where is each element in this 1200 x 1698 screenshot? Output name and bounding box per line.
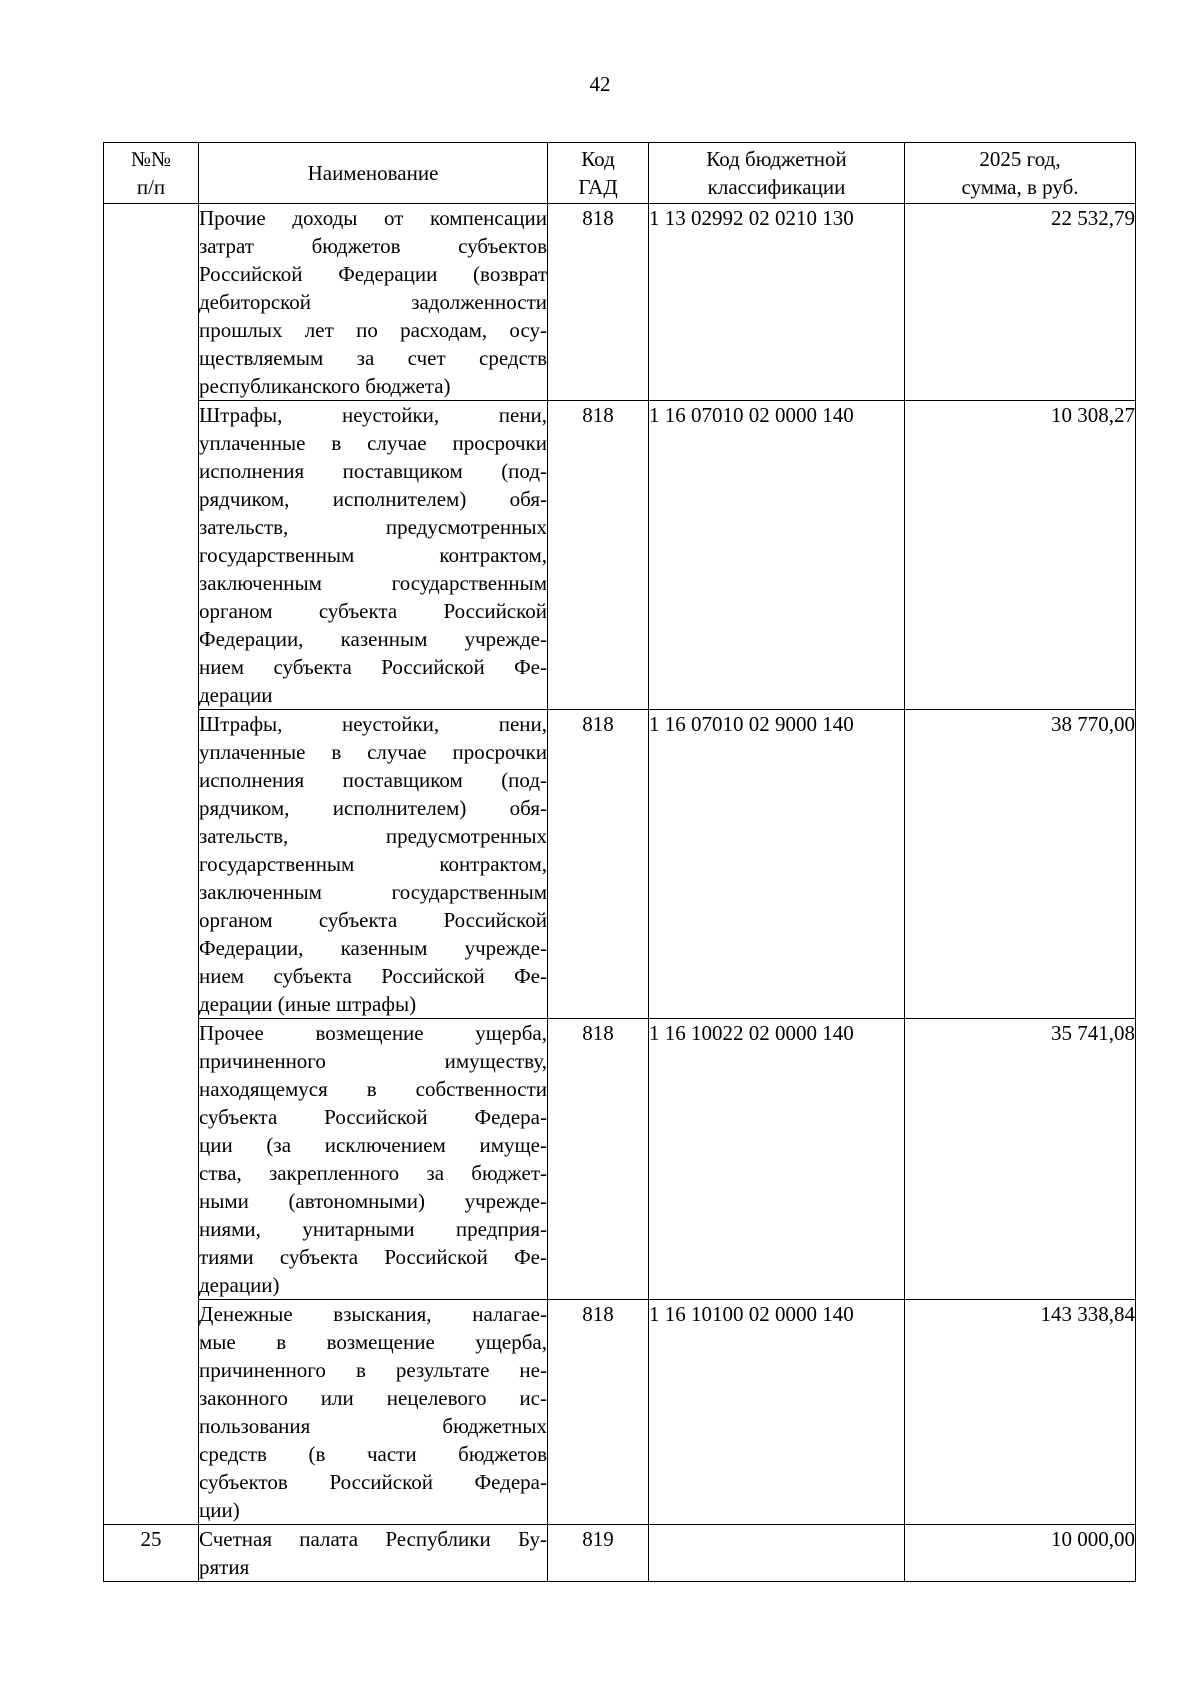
row-gad-cell: 818 bbox=[548, 710, 649, 1019]
row-name-line: ниями, унитарными предприя- bbox=[199, 1217, 547, 1241]
row-kbk-cell: 1 16 10022 02 0000 140 bbox=[649, 1019, 905, 1300]
row-name-line: уплаченные в случае просрочки bbox=[199, 740, 547, 764]
table-row bbox=[104, 1300, 1136, 1525]
row-kbk-cell bbox=[649, 1525, 905, 1582]
row-name-line: органом субъекта Российской bbox=[199, 599, 547, 623]
row-name-cell bbox=[199, 204, 548, 401]
row-name-line: дерации (иные штрафы) bbox=[199, 992, 417, 1016]
row-name-line: Прочие доходы от компенсации bbox=[199, 206, 547, 230]
row-name-line: ции) bbox=[199, 1498, 240, 1522]
row-name-line: субъектов Российской Федера- bbox=[199, 1470, 547, 1494]
row-name-line: Денежные взыскания, налагае- bbox=[199, 1302, 547, 1326]
row-name-line: нием субъекта Российской Фе- bbox=[199, 964, 547, 988]
row-sum-cell: 38 770,00 bbox=[905, 710, 1136, 1019]
row-name-line: уплаченные в случае просрочки bbox=[199, 431, 547, 455]
row-name-line: Прочее возмещение ущерба, bbox=[199, 1021, 547, 1045]
row-name-line: государственным контрактом, bbox=[199, 543, 547, 567]
row-name-line: ществляемым за счет средств bbox=[199, 346, 547, 370]
row-name-line: исполнения поставщиком (под- bbox=[199, 459, 547, 483]
row-name-line: дебиторской задолженности bbox=[199, 290, 547, 314]
row-gad-cell: 819 bbox=[548, 1525, 649, 1582]
row-gad-cell: 818 bbox=[548, 401, 649, 710]
table-header-row bbox=[104, 143, 1136, 204]
row-name-line: республиканского бюджета) bbox=[199, 374, 451, 398]
row-name-line: заключенным государственным bbox=[199, 571, 547, 595]
header-num-line: №№ bbox=[130, 147, 172, 171]
table-row bbox=[104, 1019, 1136, 1300]
row-sum-cell: 10 000,00 bbox=[905, 1525, 1136, 1582]
row-kbk-cell: 1 16 07010 02 9000 140 bbox=[649, 710, 905, 1019]
row-name-line: причиненного в результате не- bbox=[199, 1358, 547, 1382]
row-name-line: Российской Федерации (возврат bbox=[199, 262, 547, 286]
row-name-line: зательств, предусмотренных bbox=[199, 515, 547, 539]
row-name-line: ции (за исключением имуще- bbox=[199, 1133, 547, 1157]
header-gad-line: ГАД bbox=[578, 175, 618, 199]
table-row bbox=[104, 204, 1136, 401]
row-number-cell bbox=[104, 204, 199, 1525]
row-number-cell: 25 bbox=[104, 1525, 199, 1582]
row-gad-cell: 818 bbox=[548, 1300, 649, 1525]
row-name-line: законного или нецелевого ис- bbox=[199, 1386, 547, 1410]
row-name-line: субъекта Российской Федера- bbox=[199, 1105, 547, 1129]
row-name-line: Штрафы, неустойки, пени, bbox=[199, 403, 547, 427]
row-name-line: органом субъекта Российской bbox=[199, 908, 547, 932]
header-kbk bbox=[649, 143, 905, 204]
row-name-line: рядчиком, исполнителем) обя- bbox=[199, 796, 547, 820]
row-name-line: заключенным государственным bbox=[199, 880, 547, 904]
row-name-cell bbox=[199, 1525, 548, 1582]
row-name-cell bbox=[199, 1300, 548, 1525]
header-sum-line: сумма, в руб. bbox=[961, 175, 1079, 199]
header-kbk-line: классификации bbox=[707, 175, 846, 199]
row-name-line: причиненного имуществу, bbox=[199, 1049, 547, 1073]
row-name-line: исполнения поставщиком (под- bbox=[199, 768, 547, 792]
row-name-line: дерации bbox=[199, 683, 273, 707]
table-row bbox=[104, 710, 1136, 1019]
row-kbk-cell: 1 13 02992 02 0210 130 bbox=[649, 204, 905, 401]
page-number: 42 bbox=[589, 72, 611, 96]
row-name-line: ства, закрепленного за бюджет- bbox=[199, 1161, 547, 1185]
table-body bbox=[104, 204, 1136, 1582]
row-name-line: рядчиком, исполнителем) обя- bbox=[199, 487, 547, 511]
row-sum-cell: 35 741,08 bbox=[905, 1019, 1136, 1300]
budget-table bbox=[103, 142, 1136, 1582]
row-name-line: зательств, предусмотренных bbox=[199, 824, 547, 848]
row-name-line: пользования бюджетных bbox=[199, 1414, 547, 1438]
row-name-line: рятия bbox=[199, 1555, 250, 1579]
row-name-line: тиями субъекта Российской Фе- bbox=[199, 1245, 547, 1269]
row-sum-cell: 143 338,84 bbox=[905, 1300, 1136, 1525]
row-sum-cell: 10 308,27 bbox=[905, 401, 1136, 710]
header-name: Наименование bbox=[199, 143, 548, 204]
row-name-line: средств (в части бюджетов bbox=[199, 1442, 547, 1466]
header-kbk-line: Код бюджетной bbox=[706, 147, 847, 171]
header-sum-line: 2025 год, bbox=[979, 147, 1061, 171]
row-sum-cell: 22 532,79 bbox=[905, 204, 1136, 401]
row-gad-cell: 818 bbox=[548, 204, 649, 401]
row-name-line: Счетная палата Республики Бу- bbox=[199, 1527, 547, 1551]
header-num-line: п/п bbox=[136, 175, 166, 199]
row-name-line: затрат бюджетов субъектов bbox=[199, 234, 547, 258]
table-row bbox=[104, 1525, 1136, 1582]
header-sum bbox=[905, 143, 1136, 204]
row-kbk-cell: 1 16 07010 02 0000 140 bbox=[649, 401, 905, 710]
row-gad-cell: 818 bbox=[548, 1019, 649, 1300]
row-name-line: находящемуся в собственности bbox=[199, 1077, 547, 1101]
row-name-line: Штрафы, неустойки, пени, bbox=[199, 712, 547, 736]
row-name-cell bbox=[199, 1019, 548, 1300]
row-name-line: мые в возмещение ущерба, bbox=[199, 1330, 547, 1354]
row-kbk-cell: 1 16 10100 02 0000 140 bbox=[649, 1300, 905, 1525]
row-name-line: ными (автономными) учрежде- bbox=[199, 1189, 547, 1213]
header-gad-line: Код bbox=[581, 147, 615, 171]
header-gad bbox=[548, 143, 649, 204]
row-name-cell bbox=[199, 401, 548, 710]
row-name-line: дерации) bbox=[199, 1273, 280, 1297]
row-name-line: Федерации, казенным учрежде- bbox=[199, 627, 547, 651]
row-name-line: Федерации, казенным учрежде- bbox=[199, 936, 547, 960]
table-row bbox=[104, 401, 1136, 710]
row-name-line: государственным контрактом, bbox=[199, 852, 547, 876]
row-name-cell bbox=[199, 710, 548, 1019]
row-name-line: нием субъекта Российской Фе- bbox=[199, 655, 547, 679]
header-num bbox=[104, 143, 199, 204]
row-name-line: прошлых лет по расходам, осу- bbox=[199, 318, 547, 342]
